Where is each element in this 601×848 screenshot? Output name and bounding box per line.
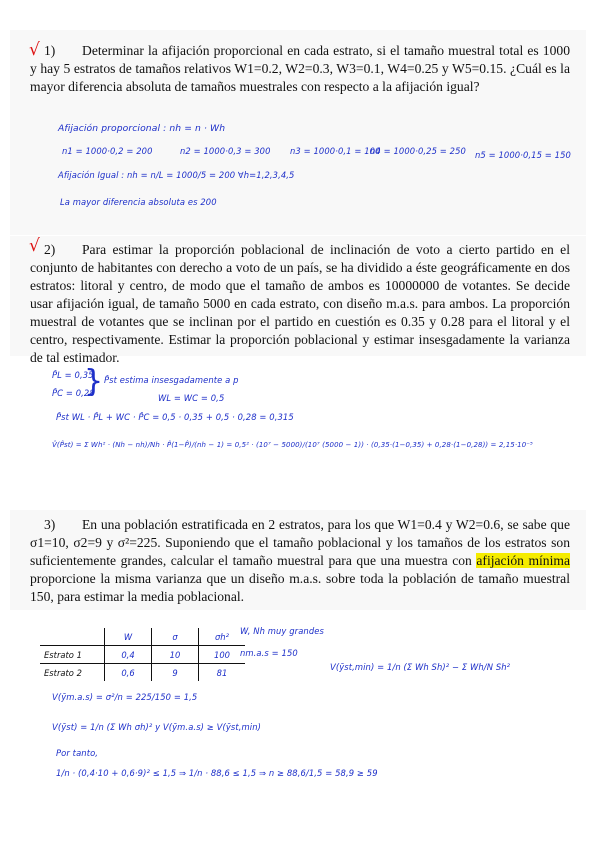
table-cell: Estrato 2 — [40, 664, 105, 682]
check-mark-icon: √ — [29, 236, 40, 256]
hw-3-line-5: V(ȳst) = 1/n (Σ Wh σh)² y V(ȳm.a.s) ≥ V(ȳst,min) — [52, 722, 261, 732]
hw-3-line-1: W, Nh muy grandes — [240, 626, 324, 636]
problem-3-statement-b: proporcione la misma varianza que un diseño m.a.s. sobre toda la población de tamaño muestral 150, para estimar la media poblacional. — [30, 571, 570, 604]
hw-3-line-6: Por tanto, — [56, 748, 99, 758]
problem-2-number: 2) — [44, 242, 56, 257]
hw-1-line-7: Afijación Igual : nh = n/L = 1000/5 = 200 ∀h=1,2,3,4,5 — [58, 170, 295, 180]
hw-2-line-5: P̂st WL · P̂L + WC · P̂C = 0,5 · 0,35 + 0,5 · 0,28 = 0,315 — [56, 412, 294, 422]
table-cell: 10 — [152, 646, 199, 664]
problem-1-statement: Determinar la afijación proporcional en cada estrato, si el tamaño muestral total es 1000 y hay 5 estratos de tamaños relativos W1=0.2, W2=0.3, W3=0.1, W4=0.25 y W5=0.15. ¿Cuál es la mayor diferencia absoluta de tamaños muestrales con respecto a la afijación igual? — [30, 43, 570, 94]
table-cell: Estrato 1 — [40, 646, 105, 664]
hw-1-line-2: n1 = 1000·0,2 = 200 — [62, 146, 153, 156]
table-header: σh² — [199, 628, 246, 646]
hw-1-line-4: n3 = 1000·0,1 = 100 — [290, 146, 381, 156]
problem-1-text — [30, 42, 570, 96]
problem-2-text — [30, 241, 570, 367]
problem-3-text — [30, 516, 570, 606]
check-mark-icon: √ — [29, 40, 40, 60]
table-row — [40, 664, 245, 682]
hw-2-line-6: V̂(P̂st) = Σ Wh² · (Nh − nh)/Nh · P̂(1−P̂)/(nh − 1) = 0,5² · (10⁷ − 5000)/(10⁷ (5000 − 1)) · (0,35·(1−0,35) + 0,28·(1−0,28)) = 2,15·10⁻⁵ — [52, 441, 533, 449]
table-cell — [40, 628, 105, 646]
hw-1-line-6: n5 = 1000·0,15 = 150 — [475, 150, 571, 160]
hw-3-line-7: 1/n · (0,4·10 + 0,6·9)² ≤ 1,5 ⇒ 1/n · 88,6 ≤ 1,5 ⇒ n ≥ 88,6/1,5 = 58,9 ≥ 59 — [56, 768, 378, 778]
hw-2-line-1: P̂L = 0,35 — [52, 370, 94, 380]
table-row — [40, 646, 245, 664]
highlighted-term: afijación mínima — [476, 553, 570, 568]
table-cell: 0,6 — [105, 664, 152, 682]
hw-2-line-2: P̂C = 0,28 — [52, 388, 95, 398]
table-cell: 0,4 — [105, 646, 152, 664]
hw-3-line-3: V(ȳst,min) = 1/n (Σ Wh Sh)² − Σ Wh/N Sh² — [330, 662, 511, 672]
hw-2-line-4: WL = WC = 0,5 — [158, 393, 225, 403]
hw-3-line-2: nm.a.s = 150 — [240, 648, 298, 658]
hw-3-line-4: V(ȳm.a.s) = σ²/n = 225/150 = 1,5 — [52, 692, 198, 702]
table-cell: 9 — [152, 664, 199, 682]
table-header: W — [105, 628, 152, 646]
hw-1-line-8: La mayor diferencia absoluta es 200 — [60, 197, 217, 207]
table-row — [40, 628, 245, 646]
hw-1-line-3: n2 = 1000·0,3 = 300 — [180, 146, 271, 156]
hw-2-line-3: P̂st estima insesgadamente a p — [104, 375, 239, 385]
table-cell: 81 — [199, 664, 246, 682]
problem-2-statement: Para estimar la proporción poblacional de inclinación de voto a cierto partido en el conjunto de habitantes con derecho a voto de un país, se ha dividido a éste geográficamente en dos estratos: litoral y centro, de modo que el tamaño de ambos es 10000000 de votantes. Se decide usar afijación igual, de tamaño 5000 en cada estrato, con diseño m.a.s. para ambos. La proporción muestral de votantes que se inclinan por el partido en cuestión es 0.35 y 0.28 para el litoral y el centro, respectivamente. Estimar la proporción poblacional y estimar insesgadamente la varianza de tal estimador. — [30, 242, 570, 365]
problem-3-statement-a: En una población estratificada en 2 estratos, para los que W1=0.4 y W2=0.6, se sabe que σ1=10, σ2=9 y σ²=225. Suponiendo que el tamaño poblacional y los tamaños de los estratos son suficientemente grandes, calcular el tamaño muestral para que una muestra con — [30, 517, 570, 568]
problem-1-number: 1) — [44, 43, 56, 58]
strata-table — [40, 628, 245, 681]
hw-1-line-5: n4 = 1000·0,25 = 250 — [370, 146, 466, 156]
hw-1-line-1: Afijación proporcional : nh = n · Wh — [58, 123, 226, 134]
brace-icon: } — [84, 364, 104, 399]
table-header: σ — [152, 628, 199, 646]
table-cell: 100 — [199, 646, 246, 664]
problem-3-number: 3) — [44, 517, 56, 532]
